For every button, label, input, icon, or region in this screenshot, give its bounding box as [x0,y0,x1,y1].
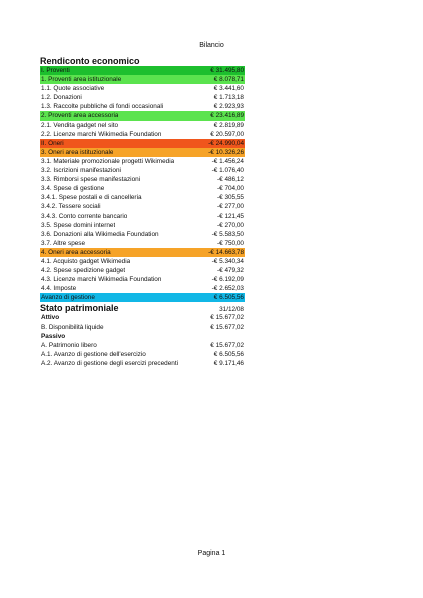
row-label: 2.2. Licenze marchi Wikimedia Foundation [41,130,162,138]
row-label: 4.1. Acquisto gadget Wikimedia [41,257,131,265]
row-label: I. Proventi [41,67,70,74]
table-row [40,157,245,166]
row-value: € 15.677,02 [210,341,244,349]
stato-title: Stato patrimoniale [40,303,119,314]
table-row [40,359,245,368]
row-value: € 6.505,56 [213,350,244,358]
row-label: 2. Proventi area accessoria [41,112,119,120]
row-value: € 2.923,93 [213,103,244,111]
row-label: 3.4. Spese di gestione [41,185,105,193]
table-row [40,332,245,341]
row-value: € 20.597,00 [210,130,244,138]
row-value: € 6.505,56 [213,294,244,302]
row-label: 3.4.1. Spese postali e di cancelleria [41,194,142,202]
row-value: -€ 750,00 [216,239,244,247]
table-row [40,84,245,93]
row-value: € 31.495,80 [210,67,244,74]
row-value: € 2.819,89 [213,121,244,129]
row-label: A.1. Avanzo di gestione dell'esercizio [41,350,146,358]
table-row [40,93,245,102]
row-label: 4. Oneri area accessoria [41,248,111,256]
row-label: II. Oneri [41,139,64,147]
table-row [40,221,245,230]
table-row [40,121,245,130]
row-label: Passivo [41,332,66,340]
row-label: 3.5. Spese domini internet [41,221,116,229]
row-value: -€ 6.192,09 [211,276,244,284]
table-row [40,248,245,257]
stato-date: 31/12/08 [219,306,244,314]
row-value: € 9.171,46 [213,359,244,367]
table-row [40,139,245,148]
row-label: A.2. Avanzo di gestione degli esercizi precedenti [41,359,179,367]
row-value: -€ 121,45 [216,212,244,220]
row-label: B. Disponibilità liquide [41,323,104,331]
table-row [40,202,245,211]
row-value: € 8.078,71 [213,76,244,84]
table-row [40,184,245,193]
row-label: 1.3. Raccolte pubbliche di fondi occasionali [41,103,164,111]
table-row [40,313,245,322]
rendiconto-table [40,66,245,302]
row-label: 3.7. Altre spese [41,239,86,247]
table-row [40,148,245,157]
table-row [40,130,245,139]
table-row [40,239,245,248]
stato-header [40,302,245,313]
row-label: 2.1. Vendita gadget nel sito [41,121,119,129]
page-header: Bilancio [199,42,224,49]
row-value: € 15.677,02 [210,314,244,322]
spreadsheet [40,56,245,368]
row-value: -€ 486,12 [216,176,244,184]
rendiconto-title: Rendiconto economico [40,56,140,66]
row-label: A. Patrimonio libero [41,341,97,349]
table-row [40,230,245,239]
table-row [40,323,245,332]
row-label: 3.4.3. Conto corrente bancario [41,212,128,220]
row-label: 1. Proventi area istituzionale [41,76,122,84]
table-row [40,66,245,75]
row-label: 3. Oneri area istituzionale [41,148,114,156]
table-row [40,350,245,359]
row-value: -€ 1.076,40 [211,167,244,175]
table-row [40,284,245,293]
table-row [40,257,245,266]
row-value: € 15.677,02 [210,323,244,331]
table-row [40,102,245,111]
row-label: Avanzo di gestione [41,294,95,302]
row-value: -€ 2.652,03 [211,285,244,293]
table-row [40,341,245,350]
row-value: -€ 10.326,26 [208,148,244,156]
row-value: € 23.416,89 [210,112,244,120]
table-row [40,266,245,275]
row-label: 4.2. Spese spedizione gadget [41,267,126,275]
stato-table [40,313,245,368]
row-label: Attivo [41,314,60,322]
table-row [40,193,245,202]
row-value: -€ 479,32 [216,267,244,275]
row-label: 4.3. Licenze marchi Wikimedia Foundation [41,276,162,284]
row-value: -€ 305,55 [216,194,244,202]
row-label: 4.4. Imposte [41,285,77,293]
page-footer: Pagina 1 [197,550,226,557]
table-row [40,212,245,221]
row-label: 3.6. Donazioni alla Wikimedia Foundation [41,230,159,238]
table-row [40,175,245,184]
row-value: -€ 14.663,78 [208,248,244,256]
row-label: 3.2. Iscrizioni manifestazioni [41,167,121,175]
row-value: -€ 270,00 [216,221,244,229]
table-row [40,275,245,284]
table-row [40,111,245,120]
row-label: 1.2. Donazioni [41,94,82,102]
row-value: -€ 5.340,34 [211,257,244,265]
row-value: -€ 24.990,04 [208,139,244,147]
table-row [40,166,245,175]
row-label: 1.1. Quote associative [41,85,105,93]
table-row [40,293,245,302]
row-value: € 1.713,18 [213,94,244,102]
row-value: -€ 704,00 [216,185,244,193]
row-value: -€ 1.456,24 [211,157,244,165]
row-value: € 3.441,60 [213,85,244,93]
row-value: -€ 277,00 [216,203,244,211]
table-row [40,75,245,84]
row-label: 3.1. Materiale promozionale progetti Wikimedia [41,157,175,165]
row-label: 3.3. Rimborsi spese manifestazioni [41,176,141,184]
row-value: -€ 5.583,50 [211,230,244,238]
row-label: 3.4.2. Tessere sociali [41,203,101,211]
